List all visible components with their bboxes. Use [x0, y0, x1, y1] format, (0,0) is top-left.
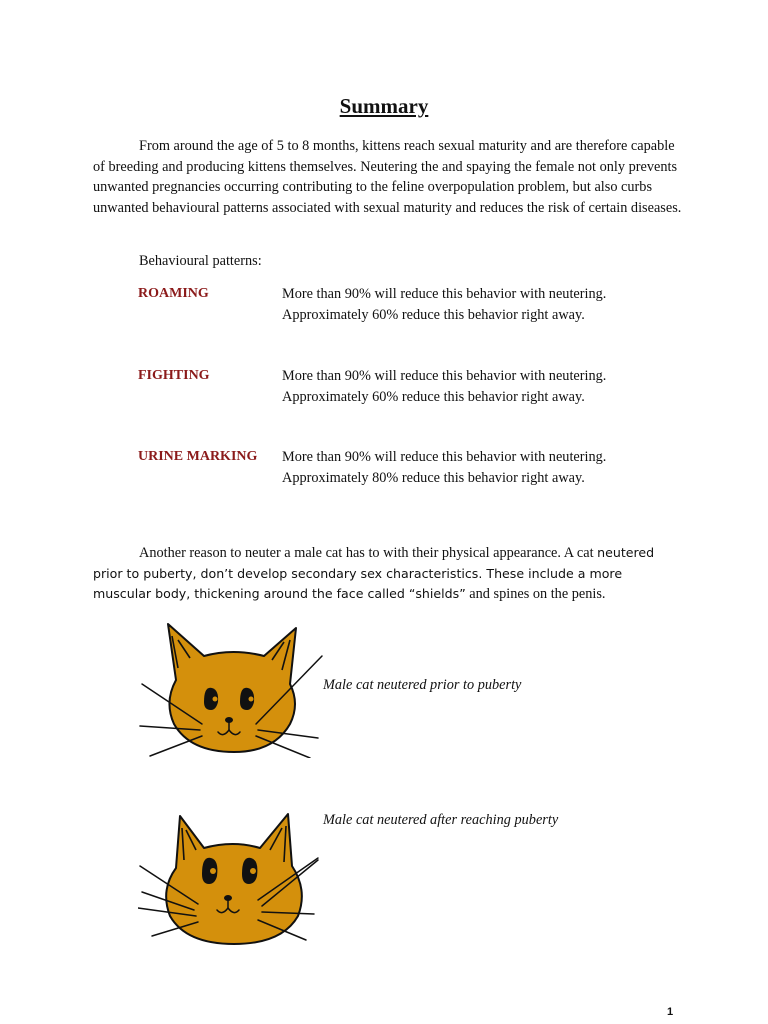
behaviour-line: More than 90% will reduce this behavior with neutering. [282, 286, 607, 302]
appearance-paragraph [93, 543, 683, 605]
behaviour-label-urine-marking: URINE MARKING [138, 449, 258, 464]
appearance-text-2: neutered prior to puberty, don’t develop secondary sex characteristics. These include a more muscular body, thickening around the face called “shields” [93, 545, 655, 601]
behaviour-line: Approximately 60% reduce this behavior right away. [282, 306, 585, 323]
behaviour-desc-urine-marking [282, 447, 622, 488]
behaviour-line: Approximately 60% reduce this behavior right away. [282, 388, 585, 405]
cat-caption-prior: Male cat neutered prior to puberty [323, 677, 522, 693]
behaviour-label-roaming: ROAMING [138, 286, 209, 301]
behaviour-line: Approximately 80% reduce this behavior right away. [282, 469, 585, 486]
intro-text: From around the age of 5 to 8 months, kittens reach sexual maturity and are therefore capable of breeding and producing kittens themselves. Neutering the and spaying the female not only prevents unwanted pregnancies occurring contributing to the feline overpopulation problem, but also curbs unwanted behavioural patterns associated with sexual maturity and reduces the risk of certain diseases. [93, 138, 682, 216]
behaviour-desc-roaming [282, 284, 622, 325]
cat-face-icon [138, 618, 324, 758]
appearance-text-3: and spines on the penis. [465, 586, 606, 602]
behaviour-desc-fighting [282, 366, 622, 407]
page-number: 1 [667, 1006, 674, 1018]
intro-paragraph [93, 136, 683, 218]
appearance-text-1: Another reason to neuter a male cat has to with their physical appearance. A cat [139, 545, 598, 561]
behaviour-label-fighting: FIGHTING [138, 368, 210, 383]
page-title: Summary [339, 94, 429, 118]
behaviour-heading: Behavioural patterns: [139, 253, 262, 269]
behaviour-line: More than 90% will reduce this behavior with neutering. [282, 368, 607, 384]
cat-face-icon [138, 810, 324, 950]
cat-caption-after: Male cat neutered after reaching puberty [323, 812, 559, 828]
behaviour-line: More than 90% will reduce this behavior with neutering. [282, 449, 607, 465]
